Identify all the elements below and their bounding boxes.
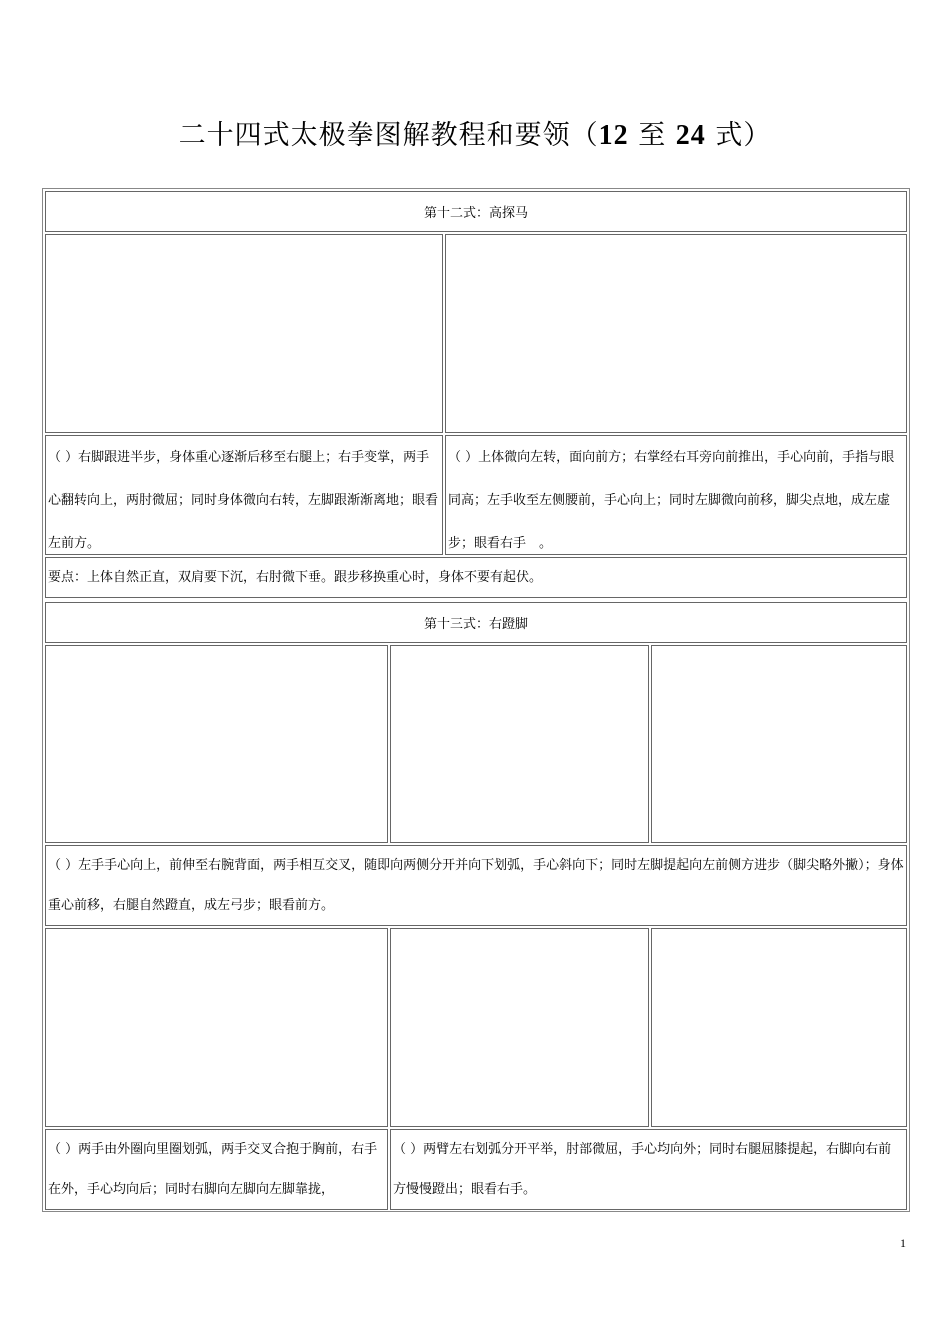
form13-image-1 (45, 645, 388, 843)
form13-image-2 (390, 645, 649, 843)
form13-header: 第十三式：右蹬脚 (45, 602, 907, 643)
form12-header: 第十二式：高探马 (45, 191, 907, 232)
page-number: 1 (900, 1236, 906, 1250)
form12-image-2 (445, 234, 907, 433)
form13-step-2: （ ）两手由外圈向里圈划弧，两手交叉合抱于胸前，右手在外，手心均向后；同时右脚向左脚向左脚靠拢， (45, 1129, 388, 1210)
form12-step-1: （ ）右脚跟进半步，身体重心逐渐后移至右腿上；右手变掌，两手心翻转向上，两肘微屈；同时身体微向右转，左脚跟渐渐离地；眼看左前方。 (45, 435, 443, 555)
form12-key-points: 要点：上体自然正直，双肩要下沉，右肘微下垂。跟步移换重心时，身体不要有起伏。 (45, 557, 907, 598)
form13-step-1: （ ）左手手心向上，前伸至右腕背面，两手相互交叉，随即向两侧分开并向下划弧，手心斜向下；同时左脚提起向左前侧方进步（脚尖略外撇）；身体重心前移，右腿自然蹬直，成左弓步；眼看前方。 (45, 845, 907, 926)
form13-image-3 (651, 645, 907, 843)
form12-step-2: （ ）上体微向左转，面向前方；右掌经右耳旁向前推出，手心向前，手指与眼同高；左手收至左侧腰前，手心向上；同时左脚微向前移，脚尖点地，成左虚步；眼看右手 。 (445, 435, 907, 555)
form13-image-6 (651, 928, 907, 1127)
form13-image-5 (390, 928, 649, 1127)
form13-step-3: （ ）两臂左右划弧分开平举，肘部微屈，手心均向外；同时右腿屈膝提起，右脚向右前方慢慢蹬出；眼看右手。 (390, 1129, 907, 1210)
document-title: 二十四式太极拳图解教程和要领（12 至 24 式） (178, 120, 772, 151)
form13-image-4 (45, 928, 388, 1127)
form12-image-1 (45, 234, 443, 433)
